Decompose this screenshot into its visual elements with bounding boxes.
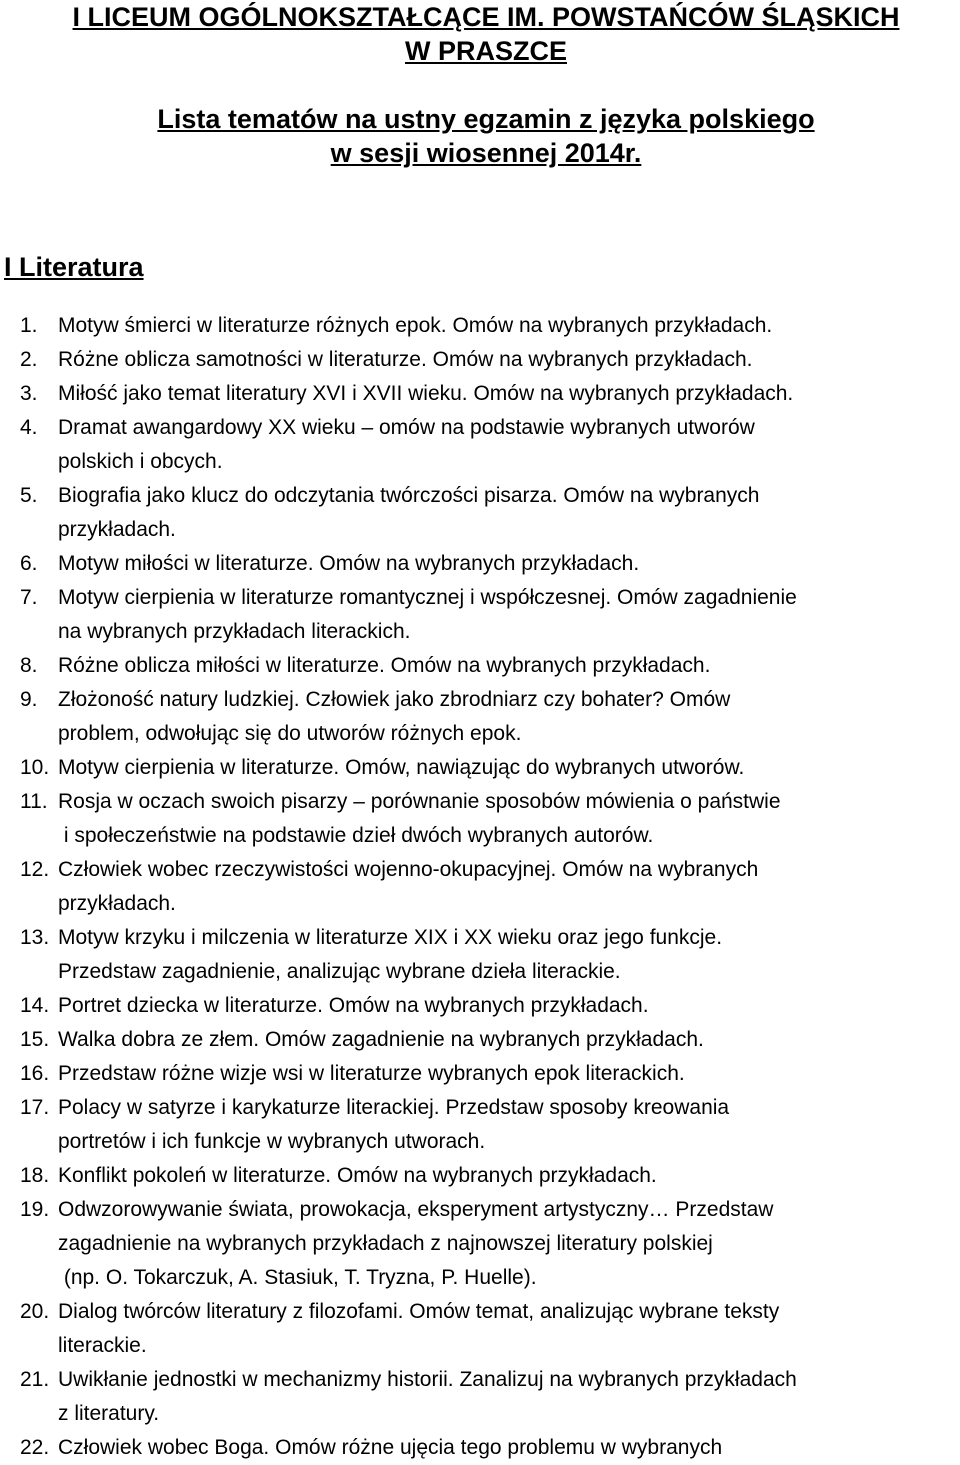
topic-text-line: Rosja w oczach swoich pisarzy – porównanie sposobów mówienia o państwie [58, 790, 781, 813]
topic-number: 14. [20, 994, 50, 1017]
topic-number: 12. [20, 858, 50, 881]
topic-item [0, 1363, 960, 1431]
topic-item [0, 377, 960, 411]
topic-text-line: Uwikłanie jednostki w mechanizmy historii. Zanalizuj na wybranych przykładach [58, 1368, 797, 1391]
topic-item [0, 309, 960, 343]
topic-item [0, 1057, 960, 1091]
topic-text-line: Przedstaw zagadnienie, analizując wybrane dzieła literackie. [58, 960, 621, 983]
topic-number: 18. [20, 1164, 50, 1187]
topic-text-line: przykładach. [58, 518, 176, 541]
topic-number: 8. [20, 654, 38, 677]
topic-text-line: Człowiek wobec rzeczywistości wojenno-okupacyjnej. Omów na wybranych [58, 858, 759, 881]
topic-list [0, 309, 960, 1465]
topic-number: 22. [20, 1436, 50, 1459]
topic-text-line: Portret dziecka w literaturze. Omów na wybranych przykładach. [58, 994, 649, 1017]
topic-text-line: Dramat awangardowy XX wieku – omów na podstawie wybranych utworów [58, 416, 755, 439]
topic-item [0, 1431, 960, 1465]
topic-number: 1. [20, 314, 38, 337]
topic-item [0, 1193, 960, 1295]
topic-text-line: Człowiek wobec Boga. Omów różne ujęcia tego problemu w wybranych [58, 1436, 723, 1459]
topic-text-line: Różne oblicza samotności w literaturze. Omów na wybranych przykładach. [58, 348, 753, 371]
topic-text-line: literackie. [58, 1334, 147, 1357]
topic-item [0, 581, 960, 649]
topic-text-line: Złożoność natury ludzkiej. Człowiek jako zbrodniarz czy bohater? Omów [58, 688, 731, 711]
topic-text-line: Motyw cierpienia w literaturze romantycznej i współczesnej. Omów zagadnienie [58, 586, 797, 609]
topic-item [0, 1091, 960, 1159]
topic-number: 7. [20, 586, 38, 609]
topic-number: 21. [20, 1368, 50, 1391]
topic-text-line: Biografia jako klucz do odczytania twórczości pisarza. Omów na wybranych [58, 484, 760, 507]
topic-text-line: (np. O. Tokarczuk, A. Stasiuk, T. Tryzna, P. Huelle). [58, 1266, 537, 1289]
topic-text-line: zagadnienie na wybranych przykładach z najnowszej literatury polskiej [58, 1232, 713, 1255]
document-title-line-1: Lista tematów na ustny egzamin z języka polskiego [157, 104, 815, 134]
topic-item [0, 649, 960, 683]
topic-item [0, 683, 960, 751]
topic-item [0, 785, 960, 853]
topic-number: 3. [20, 382, 38, 405]
topic-item [0, 853, 960, 921]
topic-number: 15. [20, 1028, 50, 1051]
section-heading: I Literatura [4, 252, 144, 282]
topic-item [0, 989, 960, 1023]
school-name-line-2: W PRASZCE [405, 36, 567, 66]
topic-text-line: Motyw krzyku i milczenia w literaturze XIX i XX wieku oraz jego funkcje. [58, 926, 723, 949]
topic-item [0, 479, 960, 547]
topic-item [0, 751, 960, 785]
topic-number: 6. [20, 552, 38, 575]
school-name-heading [0, 0, 960, 68]
topic-number: 2. [20, 348, 38, 371]
topic-text-line: przykładach. [58, 892, 176, 915]
document-title-line-2: w sesji wiosennej 2014r. [330, 138, 642, 168]
topic-text-line: na wybranych przykładach literackich. [58, 620, 411, 643]
topic-item [0, 1159, 960, 1193]
topic-number: 11. [20, 790, 48, 813]
topic-item [0, 921, 960, 989]
topic-text-line: Odwzorowywanie świata, prowokacja, eksperyment artystyczny… Przedstaw [58, 1198, 774, 1221]
topic-number: 9. [20, 688, 38, 711]
topic-text-line: polskich i obcych. [58, 450, 223, 473]
topic-number: 16. [20, 1062, 50, 1085]
topic-item [0, 1295, 960, 1363]
topic-item [0, 343, 960, 377]
topic-number: 17. [20, 1096, 50, 1119]
topic-text-line: Motyw cierpienia w literaturze. Omów, nawiązując do wybranych utworów. [58, 756, 745, 779]
topic-number: 20. [20, 1300, 50, 1323]
topic-item [0, 1023, 960, 1057]
topic-text-line: problem, odwołując się do utworów różnych epok. [58, 722, 522, 745]
topic-number: 10. [20, 756, 50, 779]
topic-item [0, 547, 960, 581]
topic-text-line: Przedstaw różne wizje wsi w literaturze wybranych epok literackich. [58, 1062, 685, 1085]
topic-number: 19. [20, 1198, 50, 1221]
topic-text-line: Walka dobra ze złem. Omów zagadnienie na wybranych przykładach. [58, 1028, 704, 1051]
topic-text-line: z literatury. [58, 1402, 160, 1425]
topic-number: 5. [20, 484, 38, 507]
topic-text-line: portretów i ich funkcje w wybranych utworach. [58, 1130, 486, 1153]
topic-text-line: Dialog twórców literatury z filozofami. Omów temat, analizując wybrane teksty [58, 1300, 780, 1323]
topic-item [0, 411, 960, 479]
topic-text-line: Polacy w satyrze i karykaturze literackiej. Przedstaw sposoby kreowania [58, 1096, 730, 1119]
topic-text-line: Miłość jako temat literatury XVI i XVII wieku. Omów na wybranych przykładach. [58, 382, 794, 405]
topic-text-line: Motyw miłości w literaturze. Omów na wybranych przykładach. [58, 552, 640, 575]
topic-text-line: Konflikt pokoleń w literaturze. Omów na wybranych przykładach. [58, 1164, 657, 1187]
topic-text-line: i społeczeństwie na podstawie dzieł dwóch wybranych autorów. [58, 824, 654, 847]
document-title [0, 102, 960, 170]
topic-number: 13. [20, 926, 50, 949]
topic-number: 4. [20, 416, 38, 439]
school-name-line-1: I LICEUM OGÓLNOKSZTAŁCĄCE IM. POWSTAŃCÓW ŚLĄSKICH [72, 2, 900, 32]
topic-text-line: Motyw śmierci w literaturze różnych epok. Omów na wybranych przykładach. [58, 314, 773, 337]
topic-text-line: Różne oblicza miłości w literaturze. Omów na wybranych przykładach. [58, 654, 711, 677]
